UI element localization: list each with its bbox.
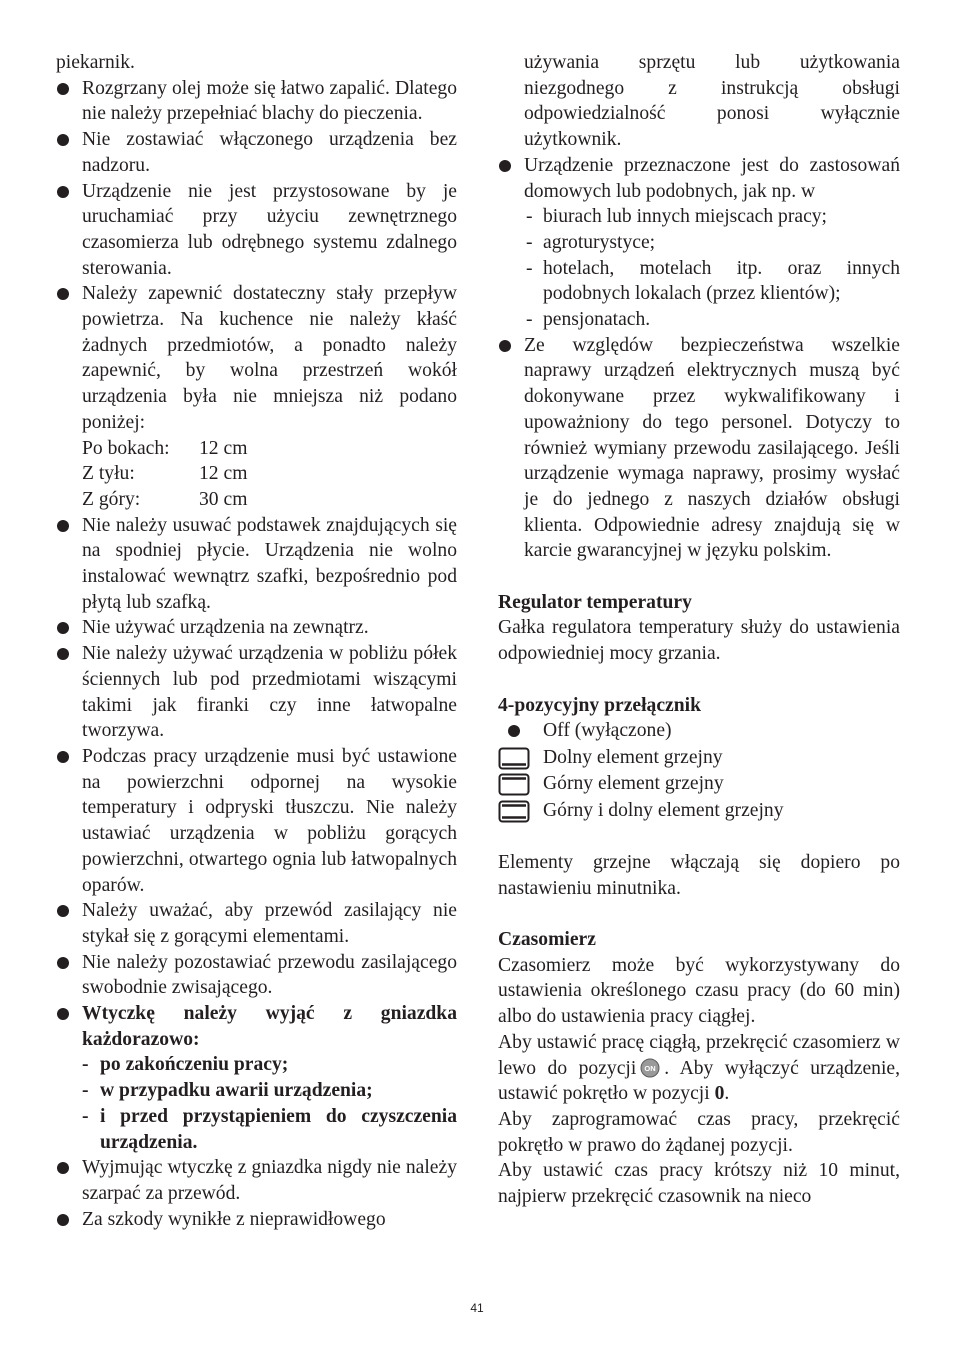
top-element-icon: [498, 773, 530, 796]
clearance-row: Po bokach: 12 cm: [82, 437, 248, 459]
sub-item: - agroturystyce;: [526, 231, 656, 253]
bullet-supervision: Nie zostawiać włączonego urządzenia bez nadzoru.: [56, 127, 457, 178]
bullet-feet: Nie należy usuwać podstawek znajdujących się na spodniej płycie. Urządzenia nie wolno instalować wewnątrz szafki, bezpośrednio pod płytą lub szafką.: [56, 513, 457, 616]
switch-item-bottom: Dolny element grzejny: [498, 745, 900, 772]
temperature-regulator-text: Gałka regulatora temperatury służy do ustawienia odpowiedniej mocy grzania.: [498, 617, 900, 665]
timer-paragraph-2: Aby ustawić pracę ciągłą, przekręcić czasomierz w lewo do pozycji ON . Aby wyłączyć urządzenie, ustawić pokrętło w pozycji 0.: [498, 1031, 900, 1105]
switch-note: Elementy grzejne włączają się dopiero po nastawieniu minutnika.: [498, 851, 900, 899]
temperature-regulator-heading: Regulator temperatury: [498, 591, 692, 613]
bottom-element-icon: [498, 747, 530, 770]
page-number: 41: [470, 1301, 484, 1315]
bullet-cord-hanging: Nie należy pozostawiać przewodu zasilającego swobodnie zwisającego.: [56, 950, 457, 1001]
left-continuation: piekarnik.: [56, 52, 135, 73]
sub-item: - pensjonatach.: [526, 309, 651, 331]
on-position-icon: [639, 1058, 661, 1078]
switch-item-off: Off (wyłączone): [498, 718, 900, 745]
on-icon-label: ON: [644, 1063, 656, 1073]
right-continuation: używania sprzętu lub użytkowania niezgodnego z instrukcją obsługi odpowiedzialność ponosi wyłącznie użytkownik.: [524, 52, 900, 151]
bullet-surface: Podczas pracy urządzenie musi być ustawione na powierzchni odpornej na wysokie temperatury i odpryski tłuszczu. Nie należy ustawiać urządzenia w pobliżu gorących powierzchni, otwartego ognia lub łatwopalnych oparów.: [56, 744, 457, 898]
sub-item: - w przypadku awarii urządzenia;: [82, 1080, 373, 1102]
sub-item: - po zakończeniu pracy;: [82, 1054, 289, 1076]
clearance-table: [56, 436, 457, 513]
top-bottom-element-icon: [498, 800, 530, 823]
sub-item: - biurach lub innych miejscach pracy;: [526, 206, 828, 228]
right-column: [498, 50, 900, 1210]
bullet-domestic-use: Urządzenie przeznaczone jest do zastosowań domowych lub podobnych, jak np. w: [498, 153, 900, 204]
switch-item-top-bottom: Górny i dolny element grzejny: [498, 798, 900, 825]
bullet-liability: Za szkody wynikłe z nieprawidłowego: [56, 1207, 457, 1233]
switch-item-top: Górny element grzejny: [498, 771, 900, 798]
bullet-outdoors: Nie używać urządzenia na zewnątrz.: [56, 615, 457, 641]
bullet-repairs: Ze względów bezpieczeństwa wszelkie naprawy urządzeń elektrycznych muszą być dokonywane przez wykwalifikowany i upoważniony do tego personel. Dotyczy to również wymiany przewodu zasilającego. Jeśli urządzenie wymaga naprawy, prosimy wysłać je do jednego z naszych działów obsługi klienta. Odpowiednie adresy znajdują się w karcie gwarancyjnej w języku polskim.: [498, 333, 900, 564]
bullet-airflow: Należy zapewnić dostateczny stały przepływ powietrza. Na kuchence nie należy kłaść żadnych przedmiotów, a ponadto należy zapewnić, by wolna przestrzeń wokół urządzenia była nie mniejsza niż podano poniżej:: [56, 281, 457, 435]
clearance-row: Z góry: 30 cm: [82, 488, 248, 510]
bullet-cord-hot: Należy uważać, aby przewód zasilający nie stykał się z gorącymi elementami.: [56, 898, 457, 949]
bullet-hot-oil: Rozgrzany olej może się łatwo zapalić. Dlatego nie należy przepełniać blachy do pieczenia.: [56, 76, 457, 127]
sub-item: - i przed przystąpieniem do czyszczenia urządzenia.: [82, 1105, 457, 1153]
bullet-curtains: Nie należy używać urządzenia w pobliżu półek ściennych lub pod przedmiotami wiszącymi takimi jak firanki czy inne łatwopalne tworzywa.: [56, 641, 457, 744]
timer-paragraph-3: Aby zaprogramować czas pracy, przekręcić pokrętło w prawo do żądanej pozycji.: [498, 1108, 900, 1156]
timer-paragraph-1: Czasomierz może być wykorzystywany do ustawienia określonego czasu pracy (do 60 min) albo do ustawienia pracy ciągłej.: [498, 954, 900, 1028]
timer-heading: Czasomierz: [498, 929, 596, 951]
sub-item: - hotelach, motelach itp. oraz innych podobnych lokalach (przez klientów);: [526, 257, 900, 305]
bullet-unplug: Wtyczkę należy wyjąć z gniazdka każdorazowo:: [56, 1001, 457, 1052]
bullet-pull-plug: Wyjmując wtyczkę z gniazdka nigdy nie należy szarpać za przewód.: [56, 1155, 457, 1206]
dot-icon: [508, 725, 520, 737]
switch-heading: 4-pozycyjny przełącznik: [498, 694, 701, 716]
timer-paragraph-4: Aby ustawić czas pracy krótszy niż 10 minut, najpierw przekręcić czasownik na nieco: [498, 1160, 900, 1208]
left-column: [56, 50, 457, 1232]
bullet-external-timer: Urządzenie nie jest przystosowane by je uruchamiać przy użyciu zewnętrznego czasomierza lub odrębnego systemu zdalnego sterowania.: [56, 179, 457, 282]
clearance-row: Z tyłu: 12 cm: [82, 463, 248, 485]
